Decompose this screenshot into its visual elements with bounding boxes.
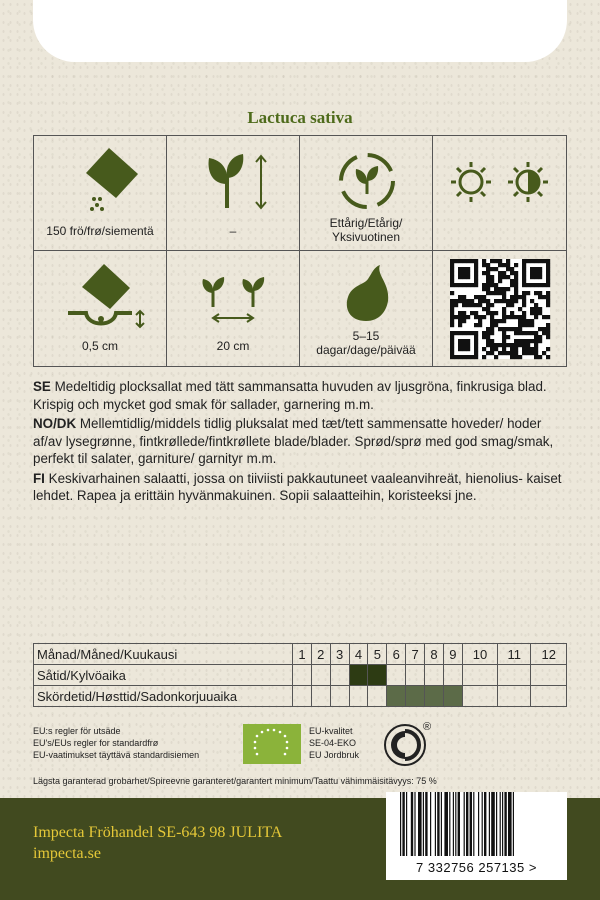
plant-spacing-caption: 20 cm [216,339,250,353]
month-header: 11 [498,644,531,665]
descriptions [33,378,567,507]
sowing-month-cell [443,665,462,686]
harvest-month-cell [330,686,349,707]
month-header: 2 [311,644,330,665]
cell-sowing-depth [34,251,167,366]
eu-agriculture: EU Jordbruk [309,750,360,760]
description-no-dk [33,415,567,468]
harvest-month-cell [425,686,444,707]
cell-plant-height [167,136,300,251]
cell-seed-count [34,136,167,251]
seed-rules [33,725,199,761]
eu-leaf-icon [243,724,301,764]
barcode-number: 7 332756 257135 > [386,856,567,880]
seed-rule-no-dk: EU's/EUs regler for standardfrø [33,738,159,748]
company-website[interactable]: impecta.se [33,845,101,862]
barcode-bars [386,792,567,856]
harvest-month-cell [531,686,567,707]
language-code-fi: FI [33,470,45,486]
plant-height-caption: – [229,224,237,238]
sowing-month-cell [349,665,368,686]
company-address [33,822,282,864]
sowing-month-cell [293,665,312,686]
description-fi [33,470,567,505]
harvest-month-cell [443,686,462,707]
sowing-calendar [33,643,567,707]
month-header: 9 [443,644,462,665]
cell-germination [300,251,433,366]
qr-code-icon[interactable] [433,251,566,367]
harvest-month-cell [311,686,330,707]
description-se [33,378,567,413]
eu-organic-text [309,725,359,761]
seed-rule-se: EU:s regler för utsäde [33,726,121,736]
sowing-month-cell [406,665,425,686]
cell-plant-spacing [167,251,300,366]
harvest-month-cell [406,686,425,707]
sowing-month-cell [311,665,330,686]
description-text-fi: Keskivarhainen salaatti, jossa on tiiviisti pakkautuneet vaaleanvihreät, hienolius- kaiset lehdet. Rapea ja erittäin hyvänmakuinen. Sopii salaatteihin, koristeeksi jne. [33,470,562,503]
life-cycle-caption: Ettårig/Etårig/ [329,216,403,230]
sowing-month-cell [387,665,406,686]
hanger-cutout [33,0,567,62]
month-header: 6 [387,644,406,665]
calendar-label-sowing: Såtid/Kylvöaika [34,665,293,686]
germination-caption-2: dagar/dage/päivää [316,343,416,357]
calendar-row-sowing [34,665,567,686]
calendar-row-harvest [34,686,567,707]
month-header: 1 [293,644,312,665]
month-header: 10 [462,644,497,665]
cell-qr [433,251,566,366]
harvest-month-cell [349,686,368,707]
barcode [386,792,567,856]
cell-light [433,136,566,251]
harvest-month-cell [462,686,497,707]
description-text-se: Medeltidig plocksallat med tätt sammansatta huvuden av ljusgröna, finkrusiga blad. Krispig och mycket god smak för sallader, garnering m.m. [33,379,547,412]
sun-partial-shade-icon [433,136,566,252]
sowing-month-cell [462,665,497,686]
sowing-month-cell [330,665,349,686]
cell-life-cycle [300,136,433,251]
sowing-month-cell [368,665,387,686]
harvest-month-cell [498,686,531,707]
germination-guarantee: Lägsta garanterad grobarhet/Spireevne garanteret/garantert minimum/Taattu vähimmäisitävyys: 75 % [33,776,437,786]
germination-caption: 5–15 [352,329,380,343]
calendar-label-harvest: Skördetid/Høsttid/Sadonkorjuuaika [34,686,293,707]
sowing-month-cell [531,665,567,686]
calendar-header-label: Månad/Måned/Kuukausi [34,644,293,665]
sowing-month-cell [498,665,531,686]
language-code-se: SE [33,379,51,394]
species-name: Lactuca sativa [247,108,353,127]
harvest-month-cell [368,686,387,707]
calendar-header-row [34,644,567,665]
harvest-month-cell [293,686,312,707]
company-name: Impecta Fröhandel SE-643 98 JULITA [33,824,283,841]
sowing-month-cell [425,665,444,686]
life-cycle-caption-2: Yksivuotinen [331,230,401,244]
month-header: 4 [349,644,368,665]
registered-mark: ® [423,721,432,733]
info-grid [33,135,567,367]
month-header: 7 [406,644,425,665]
eu-code: SE-04-EKO [309,738,357,748]
month-header: 8 [425,644,444,665]
language-code-no-dk: NO/DK [33,416,77,431]
eu-quality: EU-kvalitet [309,726,353,736]
seed-rule-fi: EU-vaatimukset täyttävä standardisiemen [33,750,200,760]
month-header: 5 [368,644,387,665]
month-header: 3 [330,644,349,665]
harvest-month-cell [387,686,406,707]
description-text-no-dk: Mellemtidlig/middels tidlig pluksalat med tæt/tett sammensatte hoveder/ hoder af/av lysegrønne, fintkrøllede/fintkrøllete blade/blader. Sprød/sprø med god smag/smak, perfekt til salater, garniture/ garnityr m.m. [33,416,554,466]
sowing-depth-caption: 0,5 cm [81,339,118,353]
green-dot-recycling-icon [383,723,427,767]
seed-count-caption: 150 frö/frø/siementä [46,224,154,238]
eu-organic-logo [243,724,301,764]
month-header: 12 [531,644,567,665]
